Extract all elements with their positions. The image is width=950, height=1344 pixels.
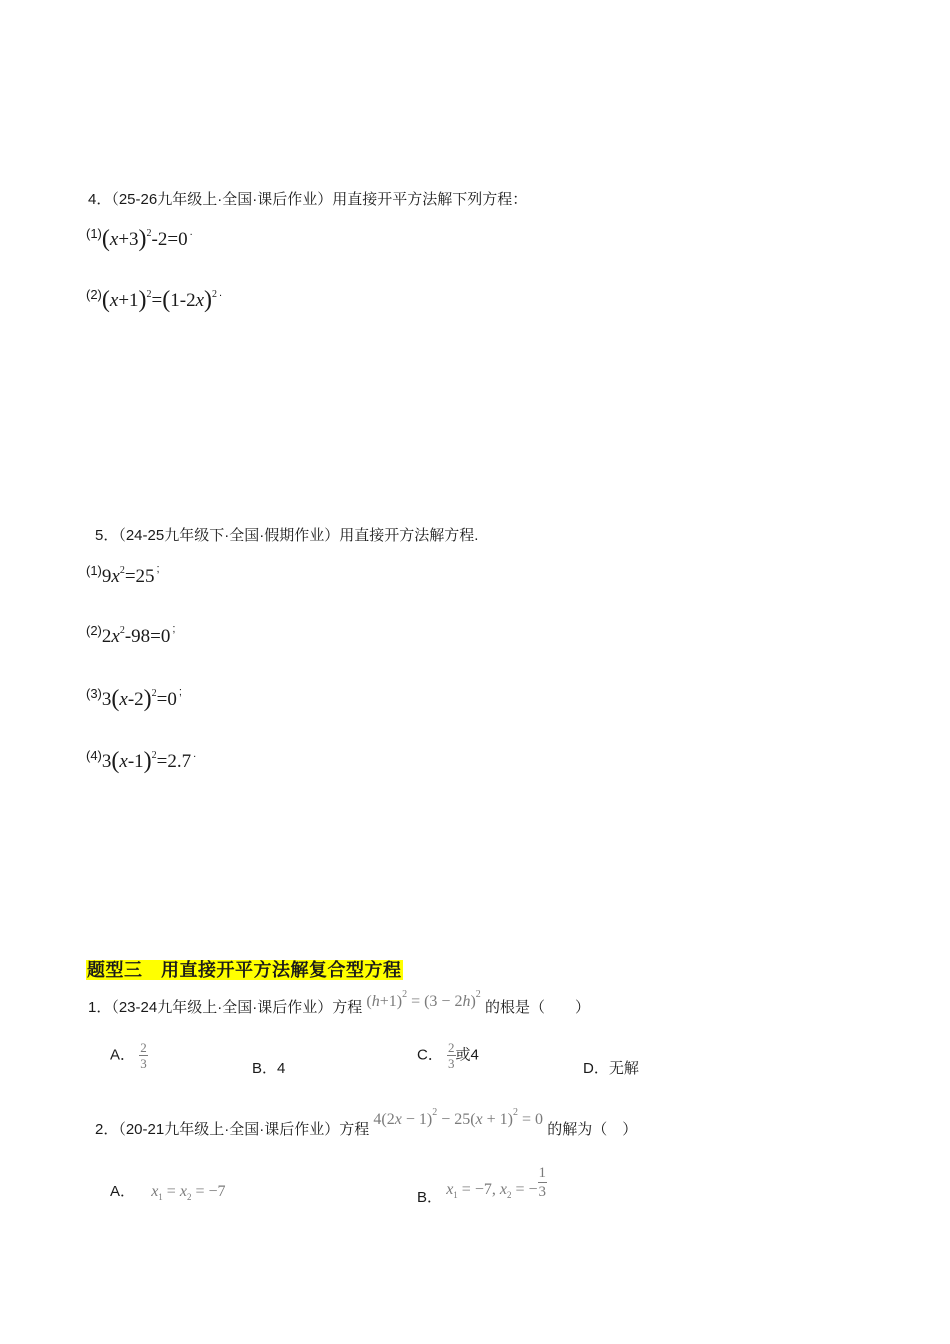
question-number: 5． — [95, 527, 119, 544]
question-text-before: 方程 — [339, 1121, 370, 1138]
option-c[interactable] — [417, 1040, 479, 1071]
equation: $3(x-1)^2=2.7$ — [101, 748, 192, 774]
question-source: （25-26九年级上·全国·课后作业） — [111, 191, 333, 208]
question-source: （20-21九年级上·全国·课后作业） — [118, 1121, 340, 1138]
question-5-part-1 — [86, 563, 160, 588]
option-label: A． — [110, 1046, 136, 1064]
part-end: . — [189, 226, 193, 238]
fraction: $\frac{1}{3}$ — [538, 1165, 546, 1200]
fraction: $\frac{2}{3}$ — [448, 1040, 455, 1071]
option-text: 或4 — [455, 1046, 479, 1064]
question-text-after: 的解为（ ） — [547, 1121, 638, 1138]
equation: $(h+1)^2 = (3 - 2h)^2$ — [366, 989, 481, 1010]
question-5-part-4 — [86, 748, 196, 773]
question-text: 用直接开方法解方程. — [339, 527, 479, 544]
option-text: 4 — [277, 1060, 286, 1077]
part-end: ; — [178, 686, 182, 698]
part-label: (1) — [86, 226, 102, 241]
equation: $3(x-2)^2=0$ — [101, 686, 177, 712]
section3-question-1-stem — [88, 989, 590, 1017]
option-b[interactable] — [417, 1164, 547, 1207]
option-label: B． — [417, 1189, 443, 1207]
equation: $x_1 = x_2 = -7$ — [151, 1183, 226, 1203]
option-label: D． — [583, 1060, 609, 1077]
question-text: 用直接开平方法解下列方程： — [332, 191, 528, 208]
question-5-part-2 — [86, 623, 175, 648]
part-label: (3) — [86, 686, 102, 701]
part-end: . — [219, 287, 223, 299]
equation: $(x+3)^2-2=0$ — [101, 226, 188, 252]
question-4-stem — [88, 188, 527, 209]
question-text-after: 的根是（ ） — [484, 999, 590, 1016]
question-5-part-3 — [86, 686, 182, 711]
option-b[interactable] — [252, 1057, 285, 1078]
equation: $9x^2=25$ — [101, 565, 155, 587]
fraction: $\frac{2}{3}$ — [140, 1040, 147, 1071]
part-end: . — [193, 748, 197, 760]
part-label: (2) — [86, 623, 102, 638]
option-d[interactable] — [583, 1057, 639, 1078]
equation: $(x+1)^2=(1-2x)^2$ — [101, 287, 218, 313]
option-a[interactable] — [110, 1040, 148, 1071]
question-number: 4． — [88, 191, 112, 208]
section3-question-2-stem — [95, 1107, 638, 1139]
section-title: 题型三 用直接开平方法解复合型方程 — [87, 960, 402, 980]
question-number: 1． — [88, 999, 112, 1016]
question-4-part-1 — [86, 226, 193, 251]
option-a[interactable] — [110, 1180, 225, 1201]
part-end: ; — [156, 563, 160, 575]
question-5-stem — [95, 524, 478, 545]
equation: $2x^2-98=0$ — [101, 625, 171, 647]
part-end: ; — [172, 623, 176, 635]
equation: $x_1 = -7$, $x_2$ = − — [446, 1181, 538, 1201]
option-label: C． — [417, 1046, 443, 1064]
option-label: B． — [252, 1060, 278, 1077]
question-source: （24-25九年级下·全国·假期作业） — [118, 527, 340, 544]
part-label: (1) — [86, 563, 102, 578]
question-source: （23-24九年级上·全国·课后作业） — [111, 999, 333, 1016]
option-label: A． — [110, 1183, 136, 1200]
option-text: 无解 — [608, 1060, 639, 1077]
question-text-before: 方程 — [332, 999, 363, 1016]
part-label: (4) — [86, 748, 102, 763]
question-4-part-2 — [86, 287, 222, 312]
equation: $4(2x - 1)^2 - 25(x + 1)^2 = 0$ — [373, 1107, 544, 1128]
section-heading — [86, 956, 403, 982]
part-label: (2) — [86, 287, 102, 302]
question-number: 2． — [95, 1121, 119, 1138]
